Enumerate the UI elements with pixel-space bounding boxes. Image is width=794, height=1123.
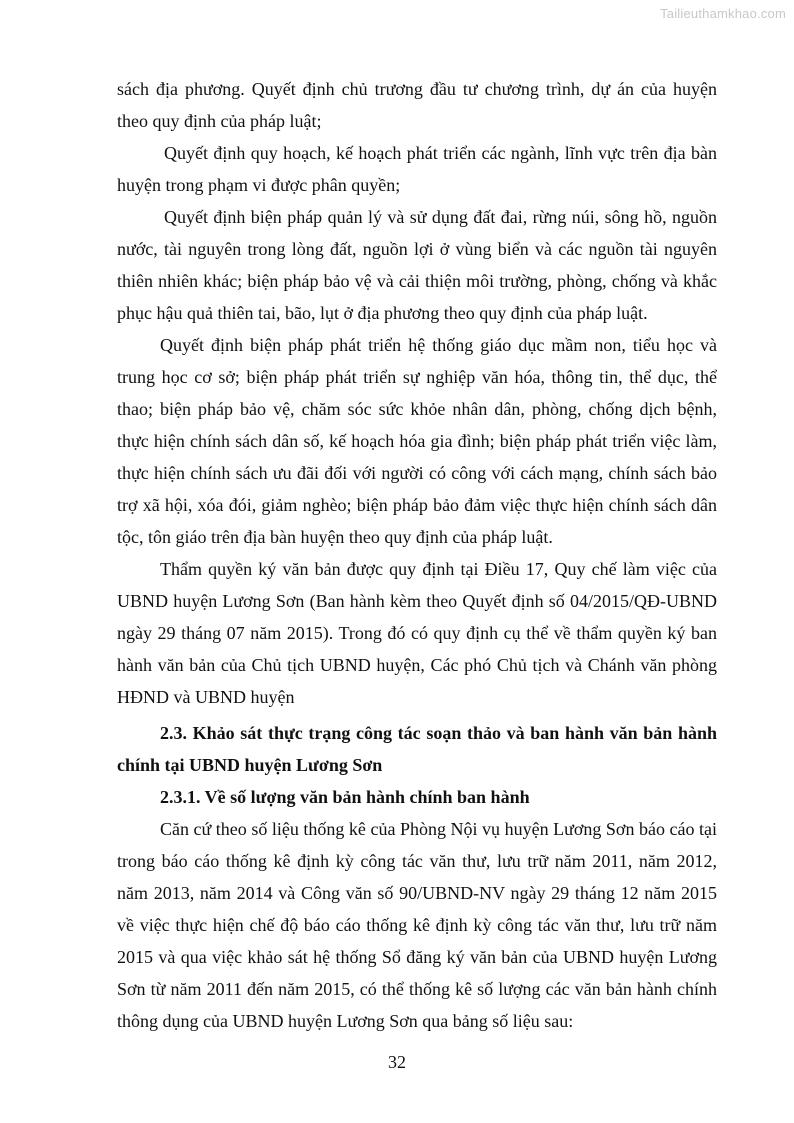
paragraph-land-resources: Quyết định biện pháp quản lý và sử dụng đất đai, rừng núi, sông hồ, nguồn nước, tài nguyên trong lòng đất, nguồn lợi ở vùng biển và các nguồn tài nguyên thiên nhiên khác; biện pháp bảo vệ và cải thiện môi trường, phòng, chống và khắc phục hậu quả thiên tai, bão, lụt ở địa phương theo quy định của pháp luật. — [117, 207, 717, 323]
subsection-heading: 2.3.1. Về số lượng văn bản hành chính ban hành — [160, 787, 530, 807]
page-number: 32 — [388, 1052, 406, 1072]
paragraph-planning: Quyết định quy hoạch, kế hoạch phát triển các ngành, lĩnh vực trên địa bàn huyện trong phạm vi được phân quyền; — [117, 143, 717, 195]
paragraph-education-culture: Quyết định biện pháp phát triển hệ thống giáo dục mầm non, tiểu học và trung học cơ sở; biện pháp phát triển sự nghiệp văn hóa, thông tin, thể dục, thể thao; biện pháp bảo vệ, chăm sóc sức khỏe nhân dân, phòng, chống dịch bệnh, thực hiện chính sách dân số, kế hoạch hóa gia đình; biện pháp phát triển việc làm, thực hiện chính sách ưu đãi đối với người có công với cách mạng, chính sách bảo trợ xã hội, xóa đói, giảm nghèo; biện pháp bảo đảm việc thực hiện chính sách dân tộc, tôn giáo trên địa bàn huyện theo quy định của pháp luật. — [117, 335, 717, 547]
section-heading: 2.3. Khảo sát thực trạng công tác soạn thảo và ban hành văn bản hành chính tại UBND huyện Lương Sơn — [117, 723, 717, 775]
watermark: Tailieuthamkhao.com — [660, 6, 786, 21]
paragraph-continuation: sách địa phương. Quyết định chủ trương đầu tư chương trình, dự án của huyện theo quy định của pháp luật; — [117, 79, 717, 131]
paragraph-statistics: Căn cứ theo số liệu thống kê của Phòng Nội vụ huyện Lương Sơn báo cáo tại trong báo cáo thống kê định kỳ công tác văn thư, lưu trữ năm 2011, năm 2012, năm 2013, năm 2014 và Công văn số 90/UBND-NV ngày 29 tháng 12 năm 2015 về việc thực hiện chế độ báo cáo thống kê định kỳ công tác văn thư, lưu trữ năm 2015 và qua việc khảo sát hệ thống Sổ đăng ký văn bản của UBND huyện Lương Sơn từ năm 2011 đến năm 2015, có thể thống kê số lượng các văn bản hành chính thông dụng của UBND huyện Lương Sơn qua bảng số liệu sau: — [117, 819, 717, 1031]
document-body — [117, 73, 717, 1037]
paragraph-signing-authority: Thẩm quyền ký văn bản được quy định tại Điều 17, Quy chế làm việc của UBND huyện Lương Sơn (Ban hành kèm theo Quyết định số 04/2015/QĐ-UBND ngày 29 tháng 07 năm 2015). Trong đó có quy định cụ thể về thẩm quyền ký ban hành văn bản của Chủ tịch UBND huyện, Các phó Chủ tịch và Chánh văn phòng HĐND và UBND huyện — [117, 559, 717, 707]
